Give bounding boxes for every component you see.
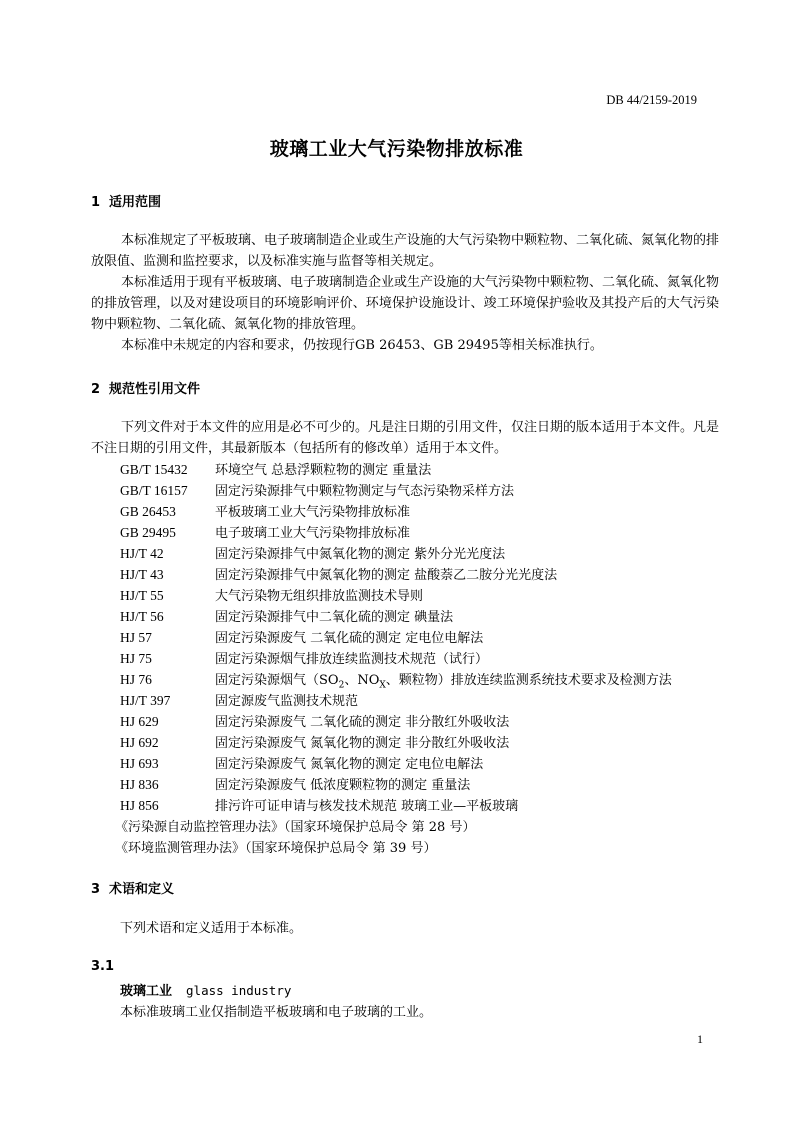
- reference-title: 平板玻璃工业大气污染物排放标准: [215, 505, 411, 520]
- reference-item: [120, 711, 509, 732]
- reference-item: [120, 753, 483, 774]
- section-title: 术语和定义: [109, 882, 175, 897]
- section-title: 规范性引用文件: [109, 382, 201, 397]
- term-heading: [120, 980, 291, 999]
- subscript: X: [379, 680, 386, 691]
- reference-item: [120, 690, 358, 711]
- section-title: 适用范围: [109, 195, 162, 210]
- reference-title: 电子玻璃工业大气污染物排放标准: [215, 526, 411, 541]
- reference-code: HJ/T 42: [120, 546, 164, 561]
- reference-item: [120, 459, 431, 480]
- reference-code: HJ 76: [120, 672, 152, 687]
- title-part: 固定污染源烟气（SO: [215, 673, 339, 688]
- reference-code: HJ/T 43: [120, 567, 164, 582]
- paragraph: 本标准适用于现有平板玻璃、电子玻璃制造企业或生产设施的大气污染物中颗粒物、二氧化硫、氮氧化物的排放管理，以及对建设项目的环境影响评价、环境保护设施设计、竣工环境保护验收及其投产后的大气污染物中颗粒物、二氧化硫、氮氧化物的排放管理。: [91, 275, 720, 332]
- term-chinese: 玻璃工业: [120, 984, 173, 999]
- reference-title: 环境空气 总悬浮颗粒物的测定 重量法: [215, 463, 432, 478]
- reference-title: 固定污染源废气 二氧化硫的测定 定电位电解法: [215, 631, 484, 646]
- section-number: 2: [91, 382, 101, 397]
- reference-title: 固定污染源排气中氮氧化物的测定 盐酸萘乙二胺分光光度法: [215, 568, 558, 583]
- reference-code: HJ/T 56: [120, 609, 164, 624]
- title-part: 、颗粒物）排放连续监测系统技术要求及检测方法: [385, 673, 672, 688]
- term-number: 3.1: [91, 959, 115, 974]
- term-definition: 本标准玻璃工业仅指制造平板玻璃和电子玻璃的工业。: [120, 1005, 433, 1020]
- section-2-heading: [91, 378, 200, 397]
- page-title: 玻璃工业大气污染物排放标准: [269, 138, 524, 160]
- subscript: 2: [338, 680, 345, 691]
- reference-title: 固定源废气监测技术规范: [215, 694, 359, 709]
- reference-item: [120, 543, 505, 564]
- reference-code: HJ 856: [120, 798, 159, 813]
- reference-item: [120, 585, 423, 606]
- page-number: 1: [697, 1032, 703, 1046]
- reference-item: [120, 522, 410, 543]
- reference-item: [120, 774, 470, 795]
- reference-title: 固定污染源废气 氮氧化物的测定 定电位电解法: [215, 757, 484, 772]
- reference-title: 大气污染物无组织排放监测技术导则: [215, 589, 424, 604]
- reference-code: HJ 75: [120, 651, 152, 666]
- paragraph: 下列术语和定义适用于本标准。: [120, 921, 303, 936]
- reference-code: HJ/T 397: [120, 693, 171, 708]
- reference-title: 固定污染源排气中颗粒物测定与气态污染物采样方法: [215, 484, 515, 499]
- reference-item: [120, 732, 509, 753]
- paragraph: 本标准规定了平板玻璃、电子玻璃制造企业或生产设施的大气污染物中颗粒物、二氧化硫、氮氧化物的排放限值、监测和监控要求，以及标准实施与监督等相关规定。: [91, 233, 720, 269]
- reference-code: HJ 692: [120, 735, 159, 750]
- reference-item: [120, 480, 514, 501]
- document-number: DB 44/2159-2019: [606, 93, 697, 107]
- reference-title: 固定污染源废气 低浓度颗粒物的测定 重量法: [215, 778, 471, 793]
- reference-title: 排污许可证申请与核发技术规范 玻璃工业—平板玻璃: [215, 799, 519, 814]
- reference-item: [120, 795, 518, 816]
- reference-code: GB 26453: [120, 504, 176, 519]
- reference-code: HJ 693: [120, 756, 159, 771]
- reference-title: 固定污染源烟气排放连续监测技术规范（试行）: [215, 652, 489, 667]
- section-1-heading: [91, 191, 161, 210]
- reference-code: HJ 57: [120, 630, 152, 645]
- reference-title: [215, 673, 672, 691]
- reference-code: HJ/T 55: [120, 588, 164, 603]
- reference-title: 固定污染源废气 二氧化硫的测定 非分散红外吸收法: [215, 715, 510, 730]
- reference-item: [120, 627, 483, 648]
- title-part: 、NO: [344, 673, 380, 688]
- reference-code: HJ 836: [120, 777, 159, 792]
- reference-title: 固定污染源废气 氮氧化物的测定 非分散红外吸收法: [215, 736, 510, 751]
- paragraph: 本标准中未规定的内容和要求，仍按现行GB 26453、GB 29495等相关标准执行。: [121, 338, 603, 353]
- reference-item: [120, 564, 557, 585]
- reference-code: GB 29495: [120, 525, 176, 540]
- reference-code: GB/T 15432: [120, 462, 188, 477]
- reference-code: HJ 629: [120, 714, 159, 729]
- regulation-reference: 《环境监测管理办法》（国家环境保护总局令 第 39 号）: [115, 841, 437, 856]
- section-number: 1: [91, 195, 101, 210]
- term-english: glass industry: [186, 983, 292, 998]
- section-3-heading: [91, 878, 174, 897]
- paragraph: 下列文件对于本文件的应用是必不可少的。凡是注日期的引用文件，仅注日期的版本适用于本文件。凡是不注日期的引用文件，其最新版本（包括所有的修改单）适用于本文件。: [91, 420, 720, 456]
- reference-item: [120, 501, 410, 522]
- reference-title: 固定污染源排气中氮氧化物的测定 紫外分光光度法: [215, 547, 506, 562]
- reference-title: 固定污染源排气中二氧化硫的测定 碘量法: [215, 610, 454, 625]
- reference-item: [120, 606, 453, 627]
- regulation-reference: 《污染源自动监控管理办法》（国家环境保护总局令 第 28 号）: [115, 820, 476, 835]
- reference-code: GB/T 16157: [120, 483, 188, 498]
- section-number: 3: [91, 882, 101, 897]
- reference-item: [120, 648, 488, 669]
- reference-item: [120, 669, 672, 690]
